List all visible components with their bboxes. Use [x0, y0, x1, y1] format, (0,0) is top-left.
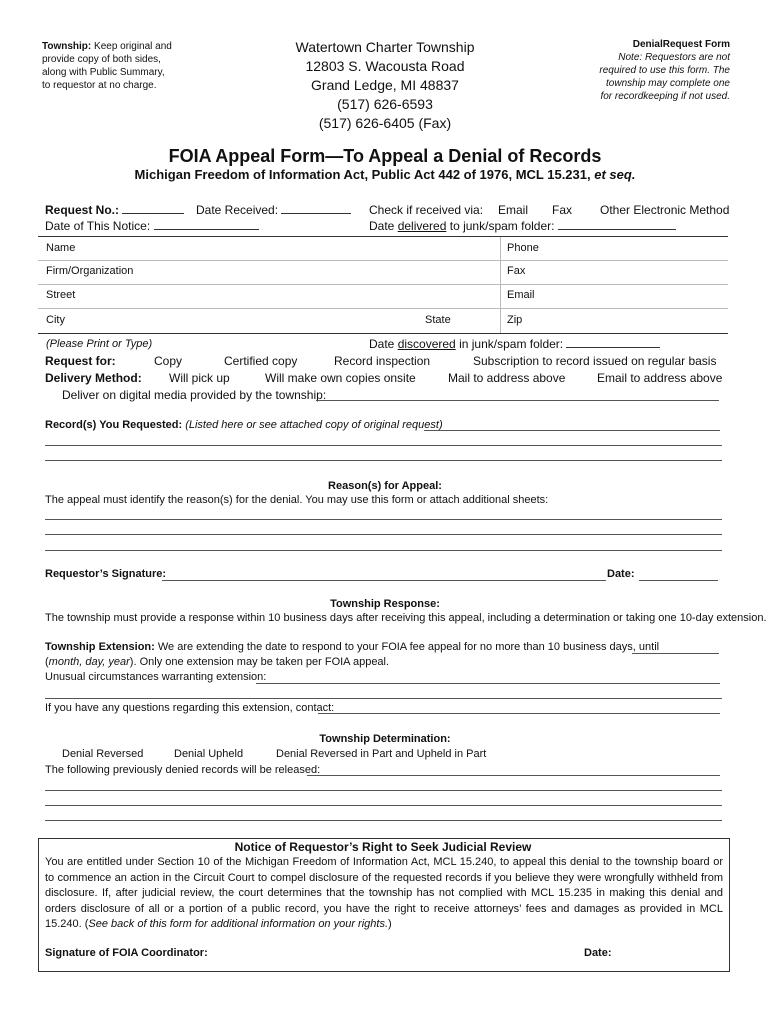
reasons-field-line[interactable]	[45, 550, 722, 551]
notice-heading: Notice of Requestor’s Right to Seek Judicial Review	[234, 840, 532, 854]
date-discovered-field[interactable]	[566, 347, 660, 348]
table-row-divider	[38, 284, 728, 285]
released-records-label: The following previously denied records will be released:	[45, 764, 321, 776]
reasons-text: The appeal must identify the reason(s) for the denial. You may use this form or attach additional sheets:	[45, 494, 549, 506]
request-certified-option[interactable]: Certified copy	[224, 354, 298, 368]
form-note-line3: township may complete one	[606, 78, 730, 89]
response-heading: Township Response:	[330, 598, 440, 610]
request-no	[45, 203, 184, 217]
date-received	[196, 203, 351, 217]
township-note-line4: to requestor at no charge.	[42, 80, 157, 91]
delivery-own-copies-option[interactable]: Will make own copies onsite	[265, 371, 416, 385]
table-top-border	[38, 236, 728, 237]
contact-firm-label: Firm/Organization	[46, 265, 134, 277]
records-hint: (Listed here or see attached copy of original request)	[185, 419, 443, 431]
extension-contact-field[interactable]	[318, 713, 720, 714]
received-other-option[interactable]: Other Electronic Method	[600, 203, 730, 217]
form-note-line1: Note: Requestors are not	[618, 52, 730, 63]
request-inspection-option[interactable]: Record inspection	[334, 354, 431, 368]
released-records-field[interactable]	[307, 775, 720, 776]
extension-format-italic: month, day, year	[48, 656, 130, 668]
extension-label: Township Extension:	[45, 641, 155, 653]
extension-questions-label: If you have any questions regarding this extension, contact:	[45, 702, 335, 714]
contact-fax-label: Fax	[507, 265, 526, 277]
print-note: (Please Print or Type)	[46, 338, 153, 350]
coordinator-signature-label: Signature of FOIA Coordinator:	[45, 947, 208, 959]
subtitle-italic: et seq.	[594, 167, 636, 182]
reasons-field-line[interactable]	[45, 519, 722, 520]
reasons-field-line[interactable]	[45, 534, 722, 535]
delivery-digital-option[interactable]: Deliver on digital media provided by the township:	[62, 388, 327, 402]
date-discovered-post: in junk/spam folder:	[459, 337, 564, 351]
township-phone: (517) 626-6593	[337, 96, 433, 112]
delivery-pickup-option[interactable]: Will pick up	[169, 371, 230, 385]
notice-text-italic: See back of this form for additional information on your rights.	[88, 918, 389, 930]
table-row-divider	[38, 260, 728, 261]
extension-until-field[interactable]	[632, 653, 719, 654]
extension-format: (month, day, year). Only one extension may be taken per FOIA appeal.	[45, 656, 390, 668]
date-discovered-underlined: discovered	[397, 337, 456, 351]
released-records-field[interactable]	[45, 790, 722, 791]
response-text: The township must provide a response within 10 business days after receiving this appeal, including a determination or taking one 10-day extension.	[45, 612, 767, 624]
date-discovered	[369, 337, 660, 351]
township-note-line3: along with Public Summary,	[42, 67, 165, 78]
table-column-divider	[500, 237, 501, 333]
form-note-line2: required to use this form. The	[599, 65, 730, 76]
township-city: Grand Ledge, MI 48837	[311, 77, 459, 93]
requestor-signature-label: Requestor’s Signature:	[45, 568, 167, 580]
records-field-line[interactable]	[45, 460, 722, 461]
subtitle-main: Michigan Freedom of Information Act, Public Act 442 of 1976, MCL 15.231,	[134, 167, 591, 182]
released-records-field[interactable]	[45, 820, 722, 821]
determination-partial-option[interactable]: Denial Reversed in Part and Upheld in Part	[276, 748, 487, 760]
records-label: Record(s) You Requested:	[45, 419, 183, 431]
requestor-signature-field[interactable]	[162, 580, 606, 581]
received-fax-option[interactable]: Fax	[552, 203, 573, 217]
request-for-label: Request for:	[45, 354, 116, 368]
date-delivered	[369, 219, 676, 233]
contact-street-label: Street	[46, 289, 76, 301]
township-note-label: Township:	[42, 41, 92, 52]
unusual-circumstances-label: Unusual circumstances warranting extension:	[45, 671, 267, 683]
delivery-mail-option[interactable]: Mail to address above	[448, 371, 566, 385]
determination-reversed-option[interactable]: Denial Reversed	[62, 748, 144, 760]
table-bottom-border	[38, 333, 728, 334]
date-delivered-underlined: delivered	[397, 219, 447, 233]
records-field-line[interactable]	[424, 430, 720, 431]
township-address	[285, 38, 485, 133]
date-delivered-field[interactable]	[558, 229, 676, 230]
delivery-email-option[interactable]: Email to address above	[597, 371, 723, 385]
date-notice-field[interactable]	[154, 229, 259, 230]
township-note-line2: provide copy of both sides,	[42, 54, 161, 65]
contact-name-label: Name	[46, 242, 76, 254]
township-note-line1: Keep original and	[94, 41, 172, 52]
request-subscription-option[interactable]: Subscription to record issued on regular basis	[473, 354, 717, 368]
township-fax: (517) 626-6405 (Fax)	[318, 115, 452, 131]
coordinator-date-label: Date:	[584, 947, 612, 959]
table-row-divider	[38, 308, 728, 309]
request-no-field[interactable]	[122, 213, 184, 214]
date-notice-label: Date of This Notice:	[45, 219, 151, 233]
form-note-form: Request Form	[662, 39, 730, 50]
records-field-line[interactable]	[45, 445, 722, 446]
requestor-date-label: Date:	[607, 568, 635, 580]
reasons-heading: Reason(s) for Appeal:	[328, 480, 442, 492]
check-received-label: Check if received via:	[369, 203, 484, 217]
date-received-field[interactable]	[281, 213, 351, 214]
extension-text	[45, 641, 659, 653]
contact-zip-label: Zip	[507, 314, 523, 326]
determination-heading: Township Determination:	[319, 733, 451, 745]
unusual-circumstances-field[interactable]	[256, 683, 720, 684]
form-note-line4: for recordkeeping if not used.	[600, 91, 730, 102]
page-subtitle	[0, 167, 770, 182]
notice-text-tail: )	[388, 918, 392, 930]
form-note-denial: Denial	[632, 39, 663, 50]
records-requested	[45, 419, 443, 431]
delivery-digital-field[interactable]	[316, 400, 719, 401]
date-delivered-post: to junk/spam folder:	[449, 219, 555, 233]
contact-email-label: Email	[507, 289, 535, 301]
extension-body: We are extending the date to respond to your FOIA fee appeal for no more than 10 business days, until	[157, 641, 660, 653]
page-title: FOIA Appeal Form—To Appeal a Denial of Records	[168, 146, 602, 166]
received-email-option[interactable]: Email	[498, 203, 529, 217]
date-received-label: Date Received:	[196, 203, 279, 217]
determination-upheld-option[interactable]: Denial Upheld	[174, 748, 244, 760]
unusual-circumstances-field[interactable]	[45, 698, 722, 699]
date-discovered-pre: Date	[369, 337, 395, 351]
contact-phone-label: Phone	[507, 242, 539, 254]
township-street: 12803 S. Wacousta Road	[305, 58, 465, 74]
contact-state-label: State	[425, 314, 451, 326]
date-notice	[45, 219, 259, 233]
notice-text: You are entitled under Section 10 of the Michigan Freedom of Information Act, MCL 15.240, to appeal this denial to the township board or to commence an action in the Circuit Court to compel disclosure of the requested records if you believe they were wrongfully withheld from disclosure. If, after judicial review, the court determines that the township has not complied with MCL 15.235 in making this denial and orders disclosure of all or a portion of a public record, you have the right to receive attorneys’ fees and damages as provided in MCL 15.240. (	[45, 856, 723, 930]
released-records-field[interactable]	[45, 805, 722, 806]
request-copy-option[interactable]: Copy	[154, 354, 183, 368]
requestor-date-field[interactable]	[639, 580, 718, 581]
notice-paragraph	[45, 855, 723, 933]
contact-city-label: City	[46, 314, 65, 326]
date-delivered-pre: Date	[369, 219, 395, 233]
request-no-label: Request No.:	[45, 203, 120, 217]
township-note	[42, 40, 172, 92]
township-name: Watertown Charter Township	[295, 39, 475, 55]
delivery-method-label: Delivery Method:	[45, 371, 142, 385]
form-note	[580, 38, 730, 103]
extension-format-tail: ). Only one extension may be taken per FOIA appeal.	[129, 656, 390, 668]
